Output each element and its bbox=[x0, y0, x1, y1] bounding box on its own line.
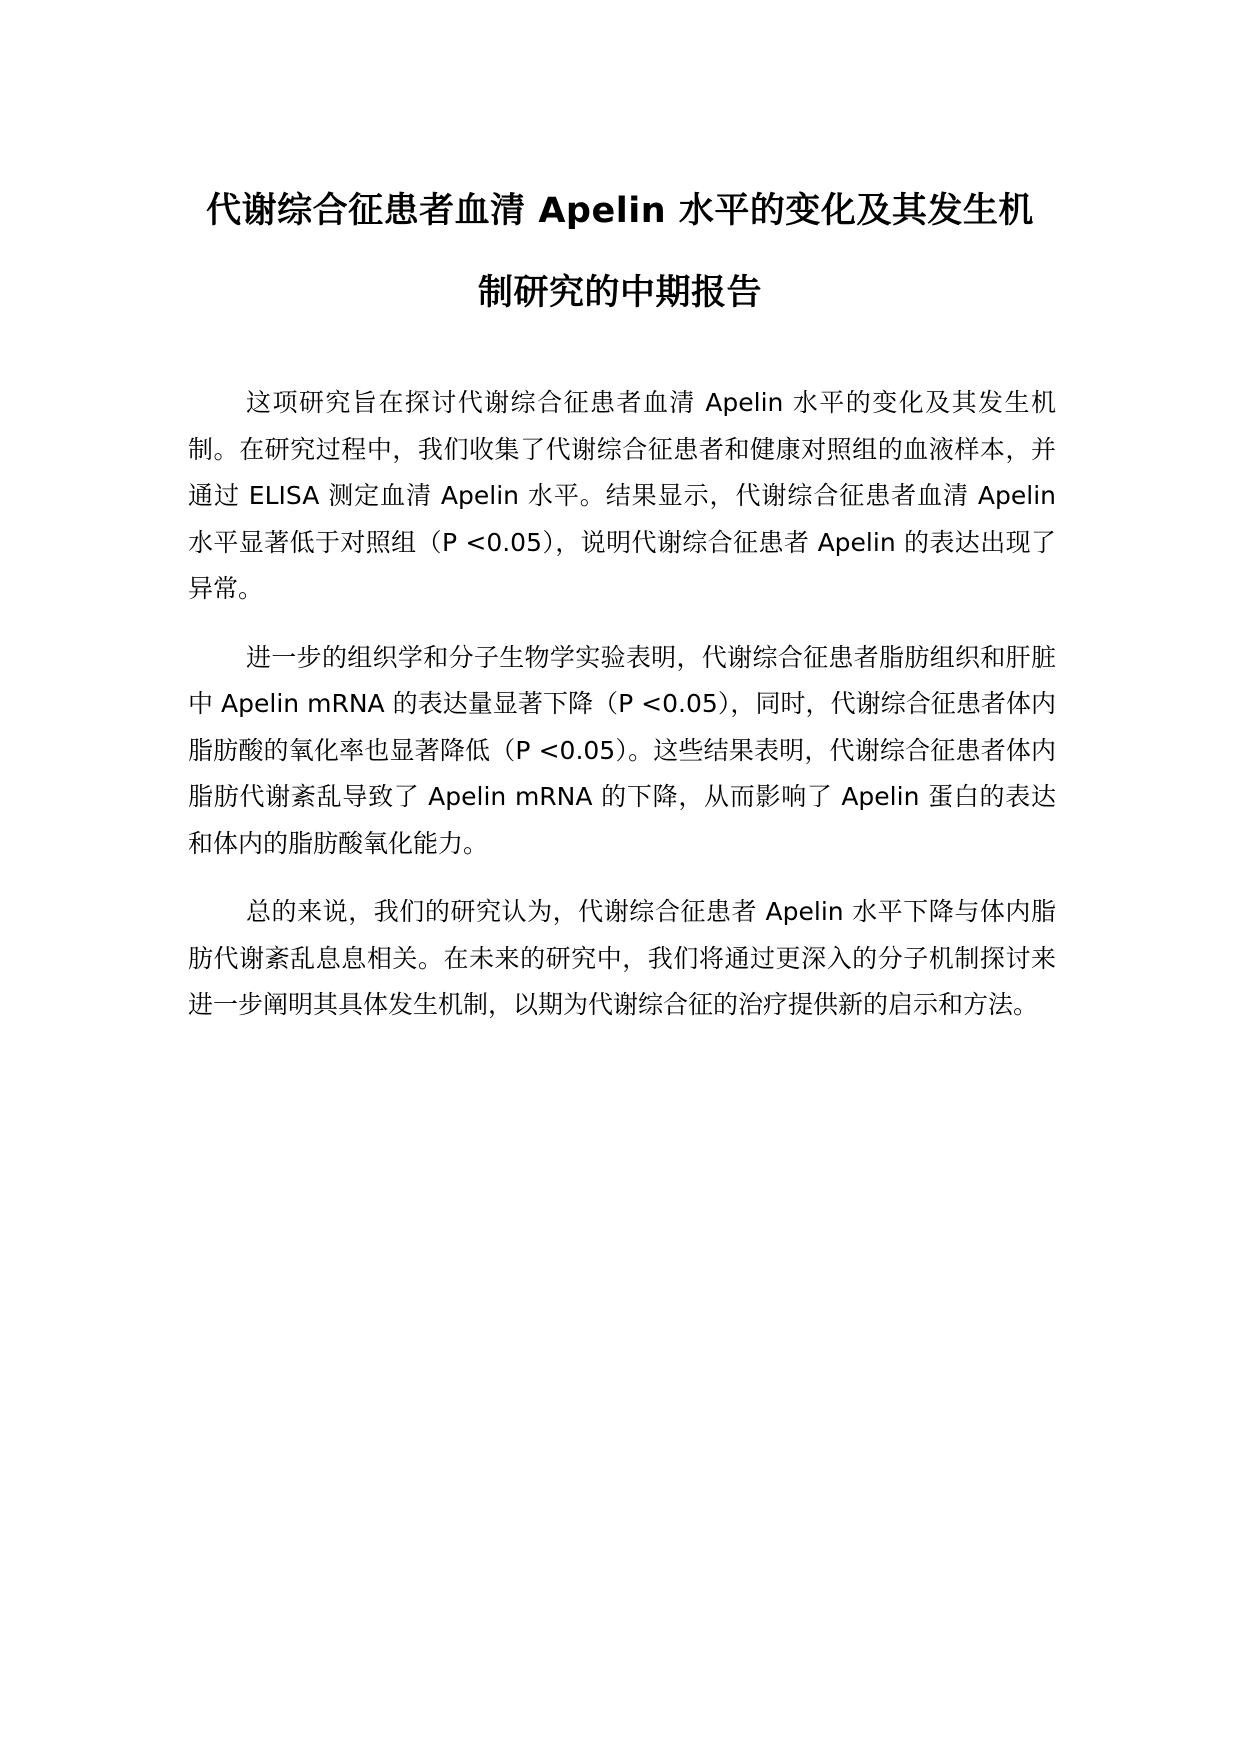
document-title-line-2: 制研究的中期报告 bbox=[477, 273, 762, 313]
document-title bbox=[190, 170, 1050, 334]
paragraph-3: 总的来说，我们的研究认为，代谢综合征患者 Apelin 水平下降与体内脂肪代谢紊乱息息相关。在未来的研究中，我们将通过更深入的分子机制探讨来进一步阐明其具体发生机制，以期为代谢综合征的治疗提供新的启示和方法。 bbox=[188, 897, 1056, 1019]
document-title-line-1: 代谢综合征患者血清 Apelin 水平的变化及其发生机 bbox=[206, 191, 1034, 231]
paragraph-1: 这项研究旨在探讨代谢综合征患者血清 Apelin 水平的变化及其发生机制。在研究过程中，我们收集了代谢综合征患者和健康对照组的血液样本，并通过 ELISA 测定血清 Apelin 水平。结果显示，代谢综合征患者血清 Apelin 水平显著低于对照组（P <0.05），说明代谢综合征患者 Apelin 的表达出现了异常。 bbox=[188, 388, 1056, 603]
document-body bbox=[188, 380, 1056, 1051]
paragraph-2: 进一步的组织学和分子生物学实验表明，代谢综合征患者脂肪组织和肝脏中 Apelin mRNA 的表达量显著下降（P <0.05），同时，代谢综合征患者体内脂肪酸的氧化率也显著降低（P <0.05）。这些结果表明，代谢综合征患者体内脂肪代谢紊乱导致了 Apelin mRNA 的下降，从而影响了 Apelin 蛋白的表达和体内的脂肪酸氧化能力。 bbox=[188, 642, 1056, 858]
